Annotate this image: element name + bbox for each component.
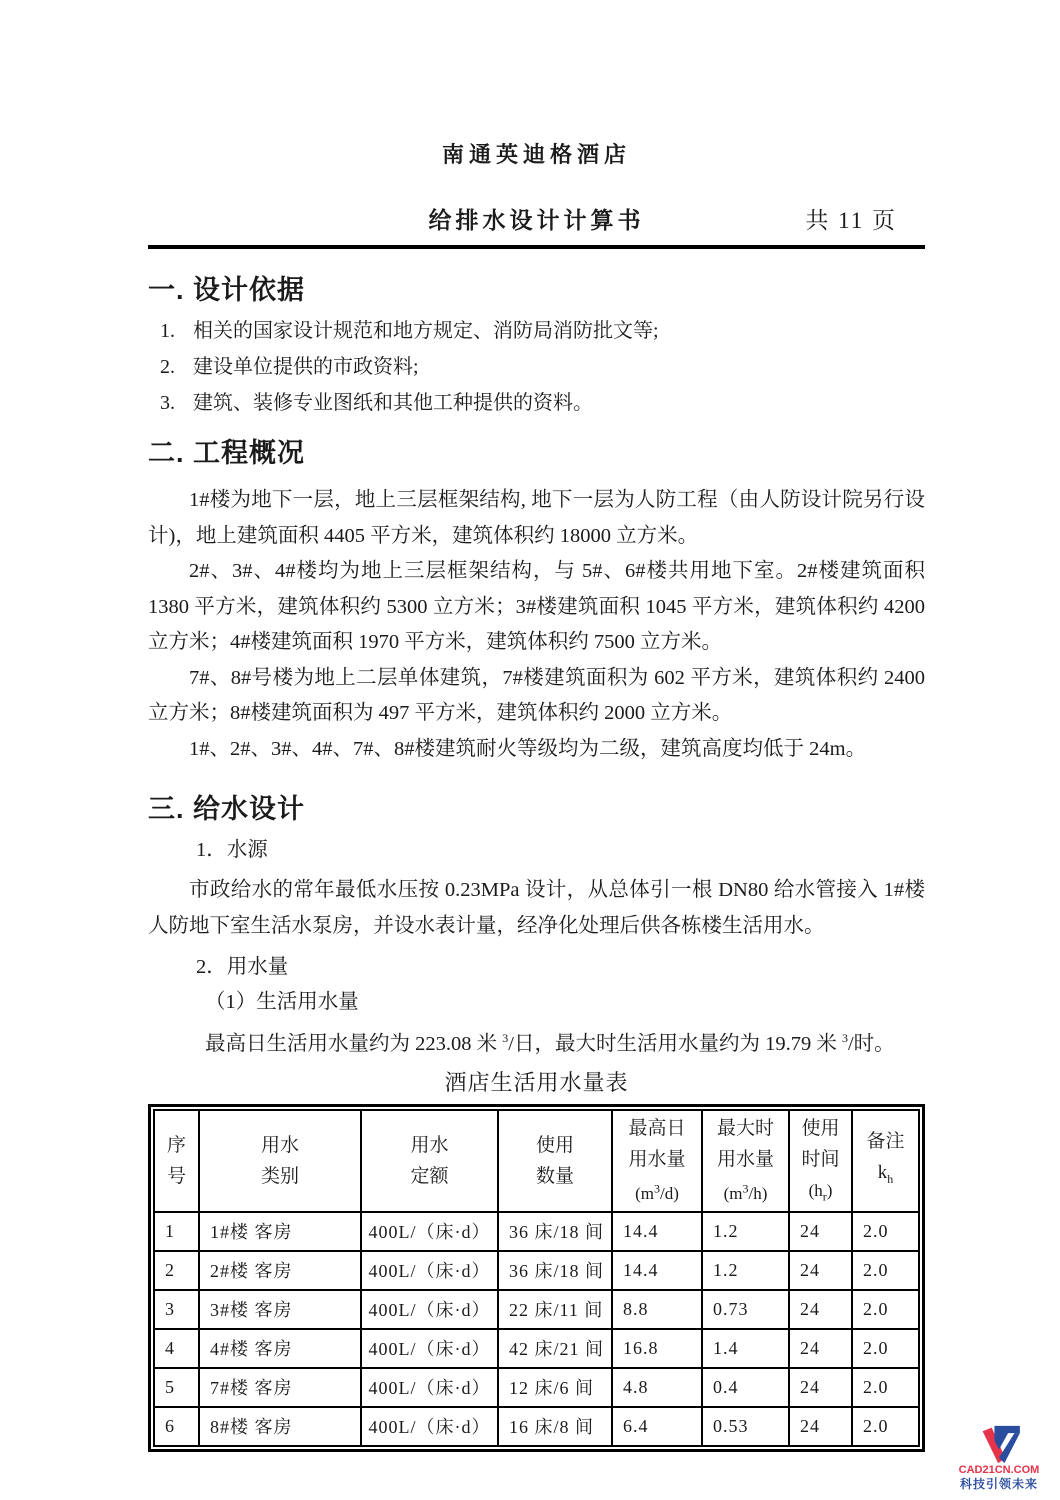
- cell-quota: 400L/（床·d）: [361, 1368, 498, 1407]
- cell-daily: 4.8: [612, 1368, 702, 1407]
- section-heading-design-basis: 一. 设计依据: [148, 275, 306, 305]
- list-item: [160, 356, 925, 378]
- sub-label-water-source: 1．水源: [196, 839, 268, 861]
- superscript-3: 3: [841, 1031, 848, 1045]
- cell-hourly: 1.4: [702, 1329, 789, 1368]
- list-item: [160, 320, 925, 342]
- document-subtitle: 给排水设计计算书: [428, 208, 645, 233]
- cell-quota: 400L/（床·d）: [361, 1329, 498, 1368]
- paragraph-fire-rating: 1#、2#、3#、4#、7#、8#楼建筑耐火等级均为二级，建筑高度均低于 24m。: [189, 737, 867, 760]
- cell-kh: 2.0: [852, 1368, 919, 1407]
- cell-hourly: 1.2: [702, 1251, 789, 1290]
- paragraph-water-source: 市政给水的常年最低水压按 0.23MPa 设计，从总体引一根 DN80 给水管接入 1#楼人防地下室生活水泵房，并设水表计量，经净化处理后供各栋楼生活用水。: [148, 879, 925, 937]
- watermark-slogan-text: 科技引领未来: [959, 1477, 1038, 1491]
- list-item-number: 1.: [160, 320, 175, 342]
- col-header-daily-usage: 最高日 用水量 $(m^3/d)$: [612, 1110, 702, 1212]
- list-item-text: 建筑、装修专业图纸和其他工种提供的资料。: [193, 392, 593, 414]
- paragraph-buildings234: 2#、3#、4#楼均为地上三层框架结构，与 5#、6#楼共用地下室。2#楼建筑面积 1380 平方米，建筑体积约 5300 立方米；3#楼建筑面积 1045 平方米，建筑体积约 4200 立方米；4#楼建筑面积 1970 平方米，建筑体积约 7500 立方米。: [148, 560, 925, 653]
- cell-quantity: 22 床/11 间: [498, 1290, 612, 1329]
- col-header-hourly-usage: 最大时 用水量 $(m^3/h)$: [702, 1110, 789, 1212]
- cell-daily: 14.4: [612, 1251, 702, 1290]
- cell-quota: 400L/（床·d）: [361, 1251, 498, 1290]
- paragraph-building1: 1#楼为地下一层，地上三层框架结构, 地下一层为人防工程（由人防设计院另行设计)，地上建筑面积 4405 平方米，建筑体积约 18000 立方米。: [148, 489, 925, 547]
- water-usage-table-border: [148, 1104, 925, 1452]
- cell-daily: 16.8: [612, 1329, 702, 1368]
- cell-hours: 24: [789, 1329, 852, 1368]
- cell-hourly: 0.4: [702, 1368, 789, 1407]
- cell-quota: 400L/（床·d）: [361, 1407, 498, 1446]
- cell-seq: 3: [154, 1290, 199, 1329]
- cell-kh: 2.0: [852, 1251, 919, 1290]
- document-subtitle-row: [148, 202, 925, 232]
- table-header-row: [154, 1110, 919, 1212]
- cell-hourly: 1.2: [702, 1212, 789, 1251]
- col-header-category: 用水 类别: [199, 1110, 361, 1212]
- cad21cn-watermark: [951, 1424, 1047, 1492]
- cell-quantity: 36 床/18 间: [498, 1251, 612, 1290]
- list-item-text: 相关的国家设计规范和地方规定、消防局消防批文等;: [193, 320, 659, 342]
- cell-quantity: 16 床/8 间: [498, 1407, 612, 1446]
- cell-category: 1#楼 客房: [199, 1212, 361, 1251]
- col-header-usage-hours: 使用 时间 $(h_r)$: [789, 1110, 852, 1212]
- cell-quantity: 36 床/18 间: [498, 1212, 612, 1251]
- list-item-number: 2.: [160, 356, 175, 378]
- cell-hours: 24: [789, 1212, 852, 1251]
- paragraph-buildings78: 7#、8#号楼为地上二层单体建筑，7#楼建筑面积为 602 平方米，建筑体积约 2400 立方米；8#楼建筑面积为 497 平方米，建筑体积约 2000 立方米。: [148, 666, 925, 724]
- section-heading-water-supply-design: 三. 给水设计: [148, 794, 306, 824]
- col-header-quantity: 使用 数量: [498, 1110, 612, 1212]
- list-item-text: 建设单位提供的市政资料;: [193, 356, 419, 378]
- table-row: [154, 1407, 919, 1446]
- cell-hourly: 0.53: [702, 1407, 789, 1446]
- sub-label-water-usage: 2．用水量: [196, 956, 289, 978]
- cell-kh: 2.0: [852, 1407, 919, 1446]
- page-count: 共 11 页: [805, 208, 897, 233]
- cell-hours: 24: [789, 1407, 852, 1446]
- cad21cn-logo-icon: [977, 1424, 1021, 1464]
- cell-category: 3#楼 客房: [199, 1290, 361, 1329]
- water-usage-table: [153, 1109, 920, 1447]
- cell-kh: 2.0: [852, 1212, 919, 1251]
- col-header-quota: 用水 定额: [361, 1110, 498, 1212]
- cell-seq: 6: [154, 1407, 199, 1446]
- watermark-site-text: CAD21CN.COM: [958, 1464, 1040, 1476]
- cell-quota: 400L/（床·d）: [361, 1212, 498, 1251]
- cell-category: 8#楼 客房: [199, 1407, 361, 1446]
- table-title: 酒店生活用水量表: [444, 1069, 629, 1095]
- sub-label-domestic-usage: （1）生活用水量: [205, 991, 359, 1013]
- cell-seq: 2: [154, 1251, 199, 1290]
- cell-daily: 6.4: [612, 1407, 702, 1446]
- cell-seq: 5: [154, 1368, 199, 1407]
- cell-seq: 4: [154, 1329, 199, 1368]
- cell-hours: 24: [789, 1368, 852, 1407]
- table-row: [154, 1329, 919, 1368]
- table-row: [154, 1368, 919, 1407]
- table-row: [154, 1251, 919, 1290]
- cell-hours: 24: [789, 1290, 852, 1329]
- col-header-seq: 序 号: [154, 1110, 199, 1212]
- cell-hours: 24: [789, 1251, 852, 1290]
- list-item-number: 3.: [160, 392, 175, 414]
- col-header-note-kh: 备注 $k_h$: [852, 1110, 919, 1212]
- cell-hourly: 0.73: [702, 1290, 789, 1329]
- table-row: [154, 1212, 919, 1251]
- cell-quota: 400L/（床·d）: [361, 1290, 498, 1329]
- superscript-3: 3: [502, 1031, 509, 1045]
- usage-summary-line: [205, 1026, 925, 1056]
- list-item: [160, 392, 925, 414]
- usage-text: 最高日生活用水量约为 223.08 米: [205, 1032, 503, 1055]
- cell-daily: 8.8: [612, 1290, 702, 1329]
- document-content: [148, 0, 925, 1452]
- document-header: [148, 0, 925, 249]
- usage-text: /时。: [847, 1032, 895, 1055]
- document-title: 南通英迪格酒店: [441, 142, 631, 167]
- cell-category: 7#楼 客房: [199, 1368, 361, 1407]
- cell-category: 4#楼 客房: [199, 1329, 361, 1368]
- usage-text: /日，最大时生活用水量约为 19.79 米: [508, 1032, 842, 1055]
- cell-category: 2#楼 客房: [199, 1251, 361, 1290]
- cell-kh: 2.0: [852, 1290, 919, 1329]
- cell-daily: 14.4: [612, 1212, 702, 1251]
- table-row: [154, 1290, 919, 1329]
- cell-quantity: 42 床/21 间: [498, 1329, 612, 1368]
- cell-seq: 1: [154, 1212, 199, 1251]
- cell-kh: 2.0: [852, 1329, 919, 1368]
- cell-quantity: 12 床/6 间: [498, 1368, 612, 1407]
- section-heading-project-overview: 二. 工程概况: [148, 438, 306, 468]
